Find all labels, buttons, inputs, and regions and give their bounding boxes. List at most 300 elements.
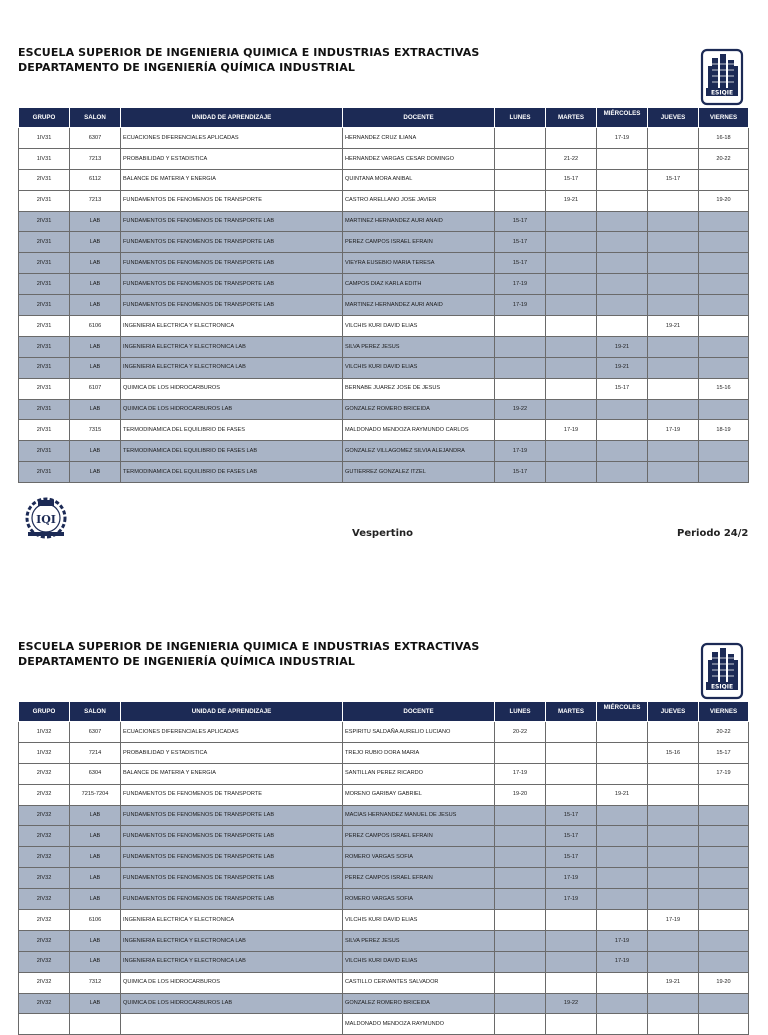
lunes-cell bbox=[495, 868, 546, 889]
grupo-cell: 2IV31 bbox=[19, 274, 70, 295]
miercoles-cell bbox=[597, 441, 648, 462]
jueves-cell: 17-19 bbox=[648, 910, 699, 931]
miercoles-cell bbox=[597, 826, 648, 847]
grupo-cell: 2IV31 bbox=[19, 441, 70, 462]
grupo-cell: 1IV31 bbox=[19, 148, 70, 169]
table-row bbox=[19, 316, 749, 337]
salon-cell: LAB bbox=[70, 274, 121, 295]
viernes-cell bbox=[699, 826, 749, 847]
salon-cell: 7213 bbox=[70, 190, 121, 211]
viernes-cell: 17-19 bbox=[699, 763, 749, 784]
martes-cell bbox=[546, 951, 597, 972]
institution-name: ESCUELA SUPERIOR DE INGENIERIA QUIMICA E INDUSTRIAS EXTRACTIVAS bbox=[18, 46, 480, 59]
salon-cell: 6112 bbox=[70, 169, 121, 190]
viernes-cell bbox=[699, 441, 749, 462]
grupo-cell: 2IV31 bbox=[19, 190, 70, 211]
grupo-cell: 2IV31 bbox=[19, 316, 70, 337]
table-row bbox=[19, 805, 749, 826]
martes-cell bbox=[546, 399, 597, 420]
martes-cell bbox=[546, 232, 597, 253]
unidad-cell: INGENIERIA ELECTRICA Y ELECTRONICA LAB bbox=[121, 930, 343, 951]
jueves-cell bbox=[648, 441, 699, 462]
docente-cell: MALDONADO MENDOZA RAYMUNDO bbox=[343, 1014, 495, 1035]
col-jueves: JUEVES bbox=[648, 108, 699, 128]
salon-cell: LAB bbox=[70, 805, 121, 826]
table-row bbox=[19, 190, 749, 211]
martes-cell bbox=[546, 784, 597, 805]
viernes-cell bbox=[699, 805, 749, 826]
viernes-cell: 15-16 bbox=[699, 378, 749, 399]
unidad-cell: QUIMICA DE LOS HIDROCARBUROS bbox=[121, 972, 343, 993]
col-grupo: GRUPO bbox=[19, 108, 70, 128]
jueves-cell bbox=[648, 148, 699, 169]
lunes-cell: 17-19 bbox=[495, 441, 546, 462]
unidad-cell: FUNDAMENTOS DE FENOMENOS DE TRANSPORTE LAB bbox=[121, 232, 343, 253]
viernes-cell bbox=[699, 253, 749, 274]
col-salon: SALON bbox=[70, 702, 121, 722]
docente-cell: GONZALEZ ROMERO BRICEIDA bbox=[343, 993, 495, 1014]
unidad-cell: FUNDAMENTOS DE FENOMENOS DE TRANSPORTE LAB bbox=[121, 805, 343, 826]
table-header-row bbox=[19, 702, 749, 722]
docente-cell: CASTRO ARELLANO JOSE JAVIER bbox=[343, 190, 495, 211]
unidad-cell: TERMODINAMICA DEL EQUILIBRIO DE FASES LAB bbox=[121, 462, 343, 483]
miercoles-cell bbox=[597, 148, 648, 169]
col-viernes: VIERNES bbox=[699, 702, 749, 722]
miercoles-cell: 17-19 bbox=[597, 128, 648, 149]
col-docente: DOCENTE bbox=[343, 108, 495, 128]
unidad-cell: FUNDAMENTOS DE FENOMENOS DE TRANSPORTE LAB bbox=[121, 253, 343, 274]
grupo-cell bbox=[19, 1014, 70, 1035]
martes-cell bbox=[546, 211, 597, 232]
table-row bbox=[19, 742, 749, 763]
jueves-cell bbox=[648, 722, 699, 743]
salon-cell: LAB bbox=[70, 399, 121, 420]
viernes-cell: 19-20 bbox=[699, 972, 749, 993]
table-row bbox=[19, 399, 749, 420]
miercoles-cell bbox=[597, 232, 648, 253]
salon-cell: 6307 bbox=[70, 722, 121, 743]
grupo-cell: 2IV32 bbox=[19, 847, 70, 868]
lunes-cell: 15-17 bbox=[495, 462, 546, 483]
viernes-cell bbox=[699, 357, 749, 378]
docente-cell: TREJO RUBIO DORA MARIA bbox=[343, 742, 495, 763]
unidad-cell: INGENIERIA ELECTRICA Y ELECTRONICA LAB bbox=[121, 357, 343, 378]
miercoles-cell bbox=[597, 805, 648, 826]
salon-cell: 7215-7204 bbox=[70, 784, 121, 805]
viernes-cell bbox=[699, 274, 749, 295]
viernes-cell: 19-20 bbox=[699, 190, 749, 211]
grupo-cell: 2IV31 bbox=[19, 336, 70, 357]
table-row bbox=[19, 972, 749, 993]
martes-cell: 15-17 bbox=[546, 847, 597, 868]
lunes-cell bbox=[495, 148, 546, 169]
schedule-table-2 bbox=[18, 701, 749, 1035]
grupo-cell: 2IV31 bbox=[19, 295, 70, 316]
grupo-cell: 2IV31 bbox=[19, 399, 70, 420]
martes-cell bbox=[546, 763, 597, 784]
martes-cell bbox=[546, 462, 597, 483]
docente-cell: MACIAS HERNANDEZ MANUEL DE JESUS bbox=[343, 805, 495, 826]
iqi-logo-icon bbox=[24, 494, 68, 542]
miercoles-cell bbox=[597, 316, 648, 337]
salon-cell: LAB bbox=[70, 253, 121, 274]
unidad-cell: FUNDAMENTOS DE FENOMENOS DE TRANSPORTE LAB bbox=[121, 826, 343, 847]
viernes-cell bbox=[699, 1014, 749, 1035]
lunes-cell: 15-17 bbox=[495, 253, 546, 274]
martes-cell bbox=[546, 910, 597, 931]
jueves-cell bbox=[648, 295, 699, 316]
table-row bbox=[19, 462, 749, 483]
viernes-cell bbox=[699, 930, 749, 951]
salon-cell: LAB bbox=[70, 441, 121, 462]
martes-cell: 17-19 bbox=[546, 420, 597, 441]
grupo-cell: 2IV31 bbox=[19, 420, 70, 441]
lunes-cell bbox=[495, 357, 546, 378]
salon-cell bbox=[70, 1014, 121, 1035]
jueves-cell: 19-21 bbox=[648, 316, 699, 337]
table-row bbox=[19, 128, 749, 149]
unidad-cell: BALANCE DE MATERIA Y ENERGIA bbox=[121, 169, 343, 190]
grupo-cell: 2IV31 bbox=[19, 169, 70, 190]
page-title bbox=[18, 45, 479, 75]
grupo-cell: 2IV32 bbox=[19, 889, 70, 910]
grupo-cell: 2IV31 bbox=[19, 357, 70, 378]
salon-cell: LAB bbox=[70, 826, 121, 847]
viernes-cell bbox=[699, 336, 749, 357]
unidad-cell: FUNDAMENTOS DE FENOMENOS DE TRANSPORTE LAB bbox=[121, 274, 343, 295]
col-docente: DOCENTE bbox=[343, 702, 495, 722]
jueves-cell bbox=[648, 889, 699, 910]
docente-cell: VILCHIS KURI DAVID ELIAS bbox=[343, 357, 495, 378]
viernes-cell bbox=[699, 868, 749, 889]
unidad-cell: ECUACIONES DIFERENCIALES APLICADAS bbox=[121, 128, 343, 149]
logo-text: ESIQIE bbox=[710, 89, 734, 97]
salon-cell: 7214 bbox=[70, 742, 121, 763]
viernes-cell bbox=[699, 295, 749, 316]
docente-cell: PEREZ CAMPOS ISRAEL EFRAIN bbox=[343, 826, 495, 847]
lunes-cell bbox=[495, 993, 546, 1014]
docente-cell: SILVA PEREZ JESUS bbox=[343, 930, 495, 951]
miercoles-cell bbox=[597, 889, 648, 910]
grupo-cell: 1IV32 bbox=[19, 722, 70, 743]
docente-cell: GUTIERREZ GONZALEZ ITZEL bbox=[343, 462, 495, 483]
miercoles-cell bbox=[597, 274, 648, 295]
schedule-table bbox=[18, 107, 749, 483]
table-row bbox=[19, 274, 749, 295]
jueves-cell bbox=[648, 930, 699, 951]
esiqie-logo-icon bbox=[700, 48, 744, 106]
col-viernes: VIERNES bbox=[699, 108, 749, 128]
viernes-cell: 18-19 bbox=[699, 420, 749, 441]
unidad-cell: INGENIERIA ELECTRICA Y ELECTRONICA bbox=[121, 316, 343, 337]
miercoles-cell: 15-17 bbox=[597, 378, 648, 399]
martes-cell bbox=[546, 441, 597, 462]
grupo-cell: 2IV31 bbox=[19, 378, 70, 399]
jueves-cell: 15-17 bbox=[648, 169, 699, 190]
lunes-cell bbox=[495, 169, 546, 190]
docente-cell: VILCHIS KURI DAVID ELIAS bbox=[343, 951, 495, 972]
col-miercoles: MIÉRCOLES bbox=[597, 702, 648, 722]
unidad-cell bbox=[121, 1014, 343, 1035]
period-label: Periodo 24/2 bbox=[677, 528, 749, 539]
salon-cell: LAB bbox=[70, 993, 121, 1014]
salon-cell: 6106 bbox=[70, 910, 121, 931]
lunes-cell bbox=[495, 190, 546, 211]
col-miercoles: MIÉRCOLES bbox=[597, 108, 648, 128]
grupo-cell: 1IV31 bbox=[19, 128, 70, 149]
page-title-2 bbox=[18, 639, 479, 669]
viernes-cell bbox=[699, 211, 749, 232]
unidad-cell: FUNDAMENTOS DE FENOMENOS DE TRANSPORTE bbox=[121, 784, 343, 805]
miercoles-cell: 19-21 bbox=[597, 784, 648, 805]
miercoles-cell bbox=[597, 847, 648, 868]
jueves-cell bbox=[648, 190, 699, 211]
martes-cell bbox=[546, 336, 597, 357]
jueves-cell bbox=[648, 951, 699, 972]
grupo-cell: 2IV32 bbox=[19, 868, 70, 889]
unidad-cell: FUNDAMENTOS DE FENOMENOS DE TRANSPORTE LAB bbox=[121, 868, 343, 889]
lunes-cell bbox=[495, 847, 546, 868]
docente-cell: ROMERO VARGAS SOFIA bbox=[343, 889, 495, 910]
docente-cell: SILVA PEREZ JESUS bbox=[343, 336, 495, 357]
grupo-cell: 2IV31 bbox=[19, 211, 70, 232]
martes-cell: 17-19 bbox=[546, 868, 597, 889]
unidad-cell: ECUACIONES DIFERENCIALES APLICADAS bbox=[121, 722, 343, 743]
viernes-cell bbox=[699, 462, 749, 483]
unidad-cell: INGENIERIA ELECTRICA Y ELECTRONICA LAB bbox=[121, 336, 343, 357]
miercoles-cell bbox=[597, 420, 648, 441]
table-row bbox=[19, 910, 749, 931]
unidad-cell: QUIMICA DE LOS HIDROCARBUROS LAB bbox=[121, 993, 343, 1014]
col-unidad: UNIDAD DE APRENDIZAJE bbox=[121, 702, 343, 722]
logo-text: ESIQIE bbox=[710, 683, 734, 691]
viernes-cell: 15-17 bbox=[699, 742, 749, 763]
miercoles-cell bbox=[597, 722, 648, 743]
viernes-cell bbox=[699, 910, 749, 931]
lunes-cell bbox=[495, 378, 546, 399]
lunes-cell bbox=[495, 889, 546, 910]
grupo-cell: 2IV32 bbox=[19, 951, 70, 972]
salon-cell: LAB bbox=[70, 357, 121, 378]
table-body bbox=[19, 722, 749, 1035]
lunes-cell: 15-17 bbox=[495, 232, 546, 253]
viernes-cell bbox=[699, 784, 749, 805]
martes-cell bbox=[546, 378, 597, 399]
docente-cell: CASTILLO CERVANTES SALVADOR bbox=[343, 972, 495, 993]
grupo-cell: 2IV32 bbox=[19, 784, 70, 805]
unidad-cell: QUIMICA DE LOS HIDROCARBUROS LAB bbox=[121, 399, 343, 420]
lunes-cell: 19-20 bbox=[495, 784, 546, 805]
salon-cell: LAB bbox=[70, 930, 121, 951]
salon-cell: LAB bbox=[70, 295, 121, 316]
viernes-cell bbox=[699, 951, 749, 972]
jueves-cell: 17-19 bbox=[648, 420, 699, 441]
martes-cell bbox=[546, 742, 597, 763]
viernes-cell bbox=[699, 169, 749, 190]
salon-cell: 7315 bbox=[70, 420, 121, 441]
institution-name: ESCUELA SUPERIOR DE INGENIERIA QUIMICA E INDUSTRIAS EXTRACTIVAS bbox=[18, 640, 480, 653]
miercoles-cell bbox=[597, 399, 648, 420]
schedule-page-2 bbox=[0, 594, 768, 1028]
miercoles-cell bbox=[597, 993, 648, 1014]
table-row bbox=[19, 951, 749, 972]
table-row bbox=[19, 211, 749, 232]
viernes-cell: 20-22 bbox=[699, 722, 749, 743]
jueves-cell bbox=[648, 253, 699, 274]
miercoles-cell bbox=[597, 910, 648, 931]
viernes-cell: 16-18 bbox=[699, 128, 749, 149]
viernes-cell bbox=[699, 399, 749, 420]
salon-cell: 7213 bbox=[70, 148, 121, 169]
table-row bbox=[19, 868, 749, 889]
col-lunes: LUNES bbox=[495, 108, 546, 128]
grupo-cell: 2IV31 bbox=[19, 462, 70, 483]
lunes-cell bbox=[495, 316, 546, 337]
grupo-cell: 2IV32 bbox=[19, 993, 70, 1014]
docente-cell: MALDONADO MENDOZA RAYMUNDO CARLOS bbox=[343, 420, 495, 441]
viernes-cell bbox=[699, 316, 749, 337]
miercoles-cell: 17-19 bbox=[597, 930, 648, 951]
lunes-cell bbox=[495, 910, 546, 931]
grupo-cell: 2IV31 bbox=[19, 232, 70, 253]
docente-cell: CAMPOS DIAZ KARLA EDITH bbox=[343, 274, 495, 295]
docente-cell: SANTILLAN PEREZ RICARDO bbox=[343, 763, 495, 784]
unidad-cell: FUNDAMENTOS DE FENOMENOS DE TRANSPORTE bbox=[121, 190, 343, 211]
unidad-cell: FUNDAMENTOS DE FENOMENOS DE TRANSPORTE LAB bbox=[121, 211, 343, 232]
miercoles-cell bbox=[597, 211, 648, 232]
unidad-cell: INGENIERIA ELECTRICA Y ELECTRONICA bbox=[121, 910, 343, 931]
viernes-cell bbox=[699, 889, 749, 910]
col-unidad: UNIDAD DE APRENDIZAJE bbox=[121, 108, 343, 128]
salon-cell: LAB bbox=[70, 951, 121, 972]
lunes-cell bbox=[495, 826, 546, 847]
martes-cell: 15-17 bbox=[546, 169, 597, 190]
jueves-cell bbox=[648, 232, 699, 253]
martes-cell bbox=[546, 253, 597, 274]
department-name: DEPARTAMENTO DE INGENIERÍA QUÍMICA INDUSTRIAL bbox=[18, 655, 355, 668]
jueves-cell bbox=[648, 378, 699, 399]
lunes-cell bbox=[495, 128, 546, 149]
salon-cell: LAB bbox=[70, 868, 121, 889]
docente-cell: PEREZ CAMPOS ISRAEL EFRAIN bbox=[343, 232, 495, 253]
salon-cell: LAB bbox=[70, 462, 121, 483]
salon-cell: LAB bbox=[70, 232, 121, 253]
martes-cell: 21-22 bbox=[546, 148, 597, 169]
shift-label: Vespertino bbox=[352, 528, 413, 539]
docente-cell: VILCHIS KURI DAVID ELIAS bbox=[343, 316, 495, 337]
miercoles-cell bbox=[597, 295, 648, 316]
docente-cell: BERNABE JUAREZ JOSE DE JESUS bbox=[343, 378, 495, 399]
lunes-cell: 15-17 bbox=[495, 211, 546, 232]
unidad-cell: FUNDAMENTOS DE FENOMENOS DE TRANSPORTE LAB bbox=[121, 847, 343, 868]
salon-cell: LAB bbox=[70, 211, 121, 232]
martes-cell bbox=[546, 722, 597, 743]
jueves-cell bbox=[648, 763, 699, 784]
miercoles-cell bbox=[597, 763, 648, 784]
docente-cell: HERNANDEZ VARGAS CESAR DOMINGO bbox=[343, 148, 495, 169]
unidad-cell: TERMODINAMICA DEL EQUILIBRIO DE FASES bbox=[121, 420, 343, 441]
salon-cell: 6307 bbox=[70, 128, 121, 149]
martes-cell: 19-21 bbox=[546, 190, 597, 211]
table-row bbox=[19, 378, 749, 399]
docente-cell: QUINTANA MORA ANIBAL bbox=[343, 169, 495, 190]
jueves-cell bbox=[648, 399, 699, 420]
lunes-cell bbox=[495, 930, 546, 951]
martes-cell bbox=[546, 128, 597, 149]
unidad-cell: INGENIERIA ELECTRICA Y ELECTRONICA LAB bbox=[121, 951, 343, 972]
lunes-cell: 17-19 bbox=[495, 274, 546, 295]
unidad-cell: PROBABILIDAD Y ESTADISTICA bbox=[121, 742, 343, 763]
table-row bbox=[19, 441, 749, 462]
col-martes: MARTES bbox=[546, 702, 597, 722]
grupo-cell: 2IV32 bbox=[19, 763, 70, 784]
docente-cell: HERNANDEZ CRUZ ILIANA bbox=[343, 128, 495, 149]
lunes-cell: 20-22 bbox=[495, 722, 546, 743]
table-row bbox=[19, 169, 749, 190]
jueves-cell bbox=[648, 826, 699, 847]
table-row bbox=[19, 232, 749, 253]
footer-logo-text: IQI bbox=[36, 513, 56, 526]
jueves-cell bbox=[648, 462, 699, 483]
jueves-cell bbox=[648, 993, 699, 1014]
unidad-cell: TERMODINAMICA DEL EQUILIBRIO DE FASES LAB bbox=[121, 441, 343, 462]
docente-cell: GONZALEZ ROMERO BRICEIDA bbox=[343, 399, 495, 420]
col-martes: MARTES bbox=[546, 108, 597, 128]
miercoles-cell bbox=[597, 462, 648, 483]
martes-cell bbox=[546, 274, 597, 295]
unidad-cell: FUNDAMENTOS DE FENOMENOS DE TRANSPORTE LAB bbox=[121, 889, 343, 910]
unidad-cell: FUNDAMENTOS DE FENOMENOS DE TRANSPORTE LAB bbox=[121, 295, 343, 316]
martes-cell: 15-17 bbox=[546, 826, 597, 847]
martes-cell bbox=[546, 972, 597, 993]
martes-cell bbox=[546, 1014, 597, 1035]
table-row bbox=[19, 847, 749, 868]
col-salon: SALON bbox=[70, 108, 121, 128]
salon-cell: LAB bbox=[70, 847, 121, 868]
miercoles-cell bbox=[597, 1014, 648, 1035]
salon-cell: 6304 bbox=[70, 763, 121, 784]
table-header-row bbox=[19, 108, 749, 128]
table-row bbox=[19, 336, 749, 357]
table-row bbox=[19, 1014, 749, 1035]
lunes-cell bbox=[495, 805, 546, 826]
docente-cell: VILCHIS KURI DAVID ELIAS bbox=[343, 910, 495, 931]
grupo-cell: 2IV32 bbox=[19, 910, 70, 931]
table-row bbox=[19, 930, 749, 951]
martes-cell bbox=[546, 357, 597, 378]
grupo-cell: 1IV32 bbox=[19, 742, 70, 763]
viernes-cell bbox=[699, 993, 749, 1014]
miercoles-cell bbox=[597, 972, 648, 993]
lunes-cell bbox=[495, 1014, 546, 1035]
lunes-cell: 19-22 bbox=[495, 399, 546, 420]
martes-cell bbox=[546, 316, 597, 337]
salon-cell: 6106 bbox=[70, 316, 121, 337]
salon-cell: 7312 bbox=[70, 972, 121, 993]
miercoles-cell bbox=[597, 169, 648, 190]
docente-cell: ESPIRITU SALDAÑA AURELIO LUCIANO bbox=[343, 722, 495, 743]
unidad-cell: BALANCE DE MATERIA Y ENERGIA bbox=[121, 763, 343, 784]
table-body bbox=[19, 128, 749, 483]
esiqie-logo-icon bbox=[700, 642, 744, 700]
grupo-cell: 2IV32 bbox=[19, 826, 70, 847]
docente-cell: PEREZ CAMPOS ISRAEL EFRAIN bbox=[343, 868, 495, 889]
lunes-cell bbox=[495, 420, 546, 441]
table-row bbox=[19, 763, 749, 784]
lunes-cell bbox=[495, 742, 546, 763]
martes-cell: 19-22 bbox=[546, 993, 597, 1014]
jueves-cell bbox=[648, 868, 699, 889]
